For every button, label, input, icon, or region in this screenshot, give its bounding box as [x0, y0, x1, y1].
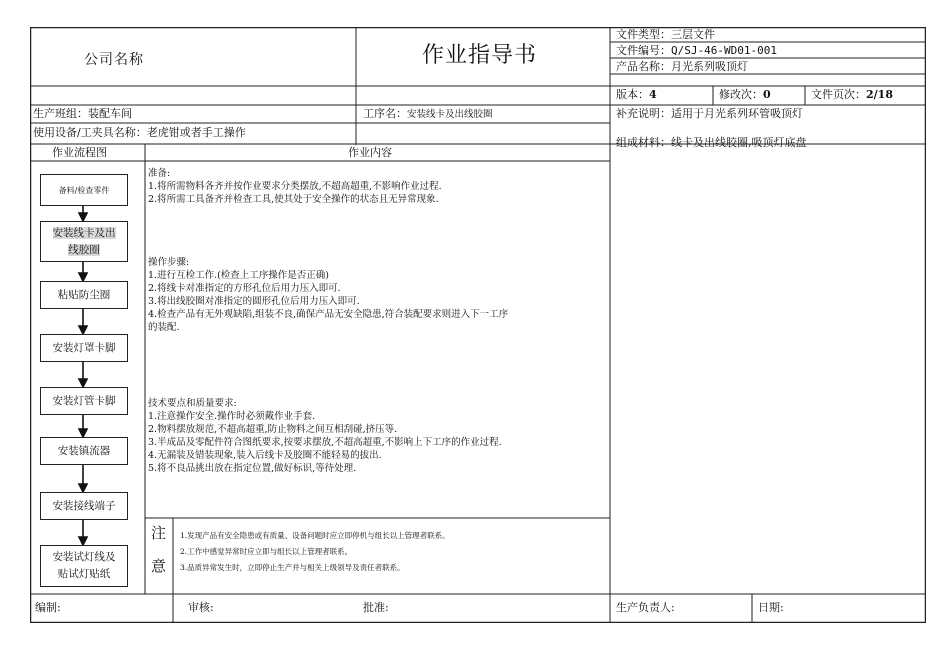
flow-step: 安装灯管卡脚	[40, 387, 128, 415]
doc-number	[616, 45, 777, 56]
flow-step: 安装试灯线及 贴试灯贴纸	[40, 545, 128, 587]
note-label-2: 意	[151, 557, 167, 575]
company-name: 公司名称	[84, 52, 144, 68]
doc-number-label: 文件编号：	[616, 44, 671, 57]
quality-line: 5.将不良品挑出放在指定位置,做好标识,等待处理.	[148, 463, 357, 474]
process-value: 安装线卡及出线胶圈	[407, 109, 493, 120]
page-label: 文件页次：	[811, 88, 866, 101]
quality-title: 技术要点和质量要求:	[148, 398, 237, 409]
quality-line: 4.无漏装及错装现象,装入后线卡及胶圈不能轻易的拔出.	[148, 450, 382, 461]
step-line: 4.检查产品有无外观缺陷,组装不良,确保产品无安全隐患,符合装配要求则进入下一工序	[148, 309, 509, 320]
supplement-note: 补充说明：适用于月光系列环管吸顶灯	[616, 107, 803, 120]
production-team: 生产班组：装配车间	[33, 107, 132, 120]
revision-value: 0	[763, 88, 771, 101]
step-line: 1.进行互检工作.(检查上工序操作是否正确)	[148, 270, 329, 281]
prep-section	[148, 167, 442, 206]
steps-title: 操作步骤:	[148, 257, 190, 268]
doc-number-value: Q/SJ-46-WD01-001	[671, 44, 777, 57]
prep-line: 1.将所需物料各齐并按作业要求分类摆放,不超高超重,不影响作业过程.	[148, 181, 442, 192]
revision-label: 修改次：	[719, 88, 763, 101]
flow-step: 安装接线端子	[40, 492, 128, 520]
flow-step: 安装镇流器	[40, 437, 128, 465]
flow-step: 粘贴防尘圈	[40, 281, 128, 309]
prep-title: 准备:	[148, 168, 171, 179]
note-item: 3.品质异常发生时，立即停止生产并与相关上级领导及责任者联系。	[180, 563, 405, 572]
quality-section	[148, 397, 502, 475]
flow-step-current: 安装线卡及出 线胶圈	[40, 221, 128, 262]
step-line: 3.将出线胶圈对准指定的圆形孔位后用力压入即可.	[148, 296, 360, 307]
quality-line: 3.半成品及零配件符合图纸要求,按要求摆放,不超高超重,不影响上下工序的作业过程.	[148, 437, 502, 448]
footer-approver: 批准:	[363, 601, 389, 614]
doc-type: 文件类型：三层文件	[616, 28, 715, 41]
flow-step: 安装灯罩卡脚	[40, 334, 128, 362]
content-header: 作业内容	[348, 146, 392, 159]
note-label-1: 注	[151, 524, 167, 542]
process-label: 工序名：	[363, 107, 407, 120]
notes-list	[180, 528, 450, 576]
materials: 组成材料：线卡及出线胶圈,吸顶灯底盘	[616, 136, 807, 149]
product-name: 产品名称：月光系列吸顶灯	[616, 60, 748, 73]
step-line: 的装配.	[148, 322, 180, 333]
footer-production-lead: 生产负责人:	[616, 601, 675, 614]
page-number	[811, 89, 893, 100]
footer-reviewer: 审核:	[188, 601, 214, 614]
process-name	[363, 108, 493, 120]
step-line: 2.将线卡对准指定的方形孔位后用力压入即可.	[148, 283, 341, 294]
page-value: 2/18	[866, 88, 893, 101]
steps-section	[148, 256, 508, 334]
version-value: 4	[649, 88, 657, 101]
quality-line: 2.物料摆放规范,不超高超重,防止物料之间互相刮碰,挤压等.	[148, 424, 398, 435]
footer-editor: 编制:	[35, 601, 61, 614]
version	[616, 89, 657, 100]
note-item: 2.工作中感觉异常时应立即与组长以上管理者联系。	[180, 547, 353, 556]
revision	[719, 89, 771, 100]
note-item: 1.发现产品有安全隐患或有质量、设备问题时应立即停机与组长以上管理者联系。	[180, 531, 450, 540]
footer-date: 日期:	[758, 601, 784, 614]
work-instruction-sheet	[30, 27, 926, 623]
prep-line: 2.将所需工具备齐并检查工具,使其处于安全操作的状态且无异常现象.	[148, 194, 439, 205]
flow-header: 作业流程图	[52, 146, 107, 159]
version-label: 版本：	[616, 88, 649, 101]
doc-title: 作业指导书	[422, 43, 538, 68]
flow-step: 备料/检查零件	[40, 174, 128, 206]
equipment: 使用设备/工夹具名称：老虎钳或者手工操作	[33, 126, 246, 139]
quality-line: 1.注意操作安全.操作时必须戴作业手套.	[148, 411, 316, 422]
